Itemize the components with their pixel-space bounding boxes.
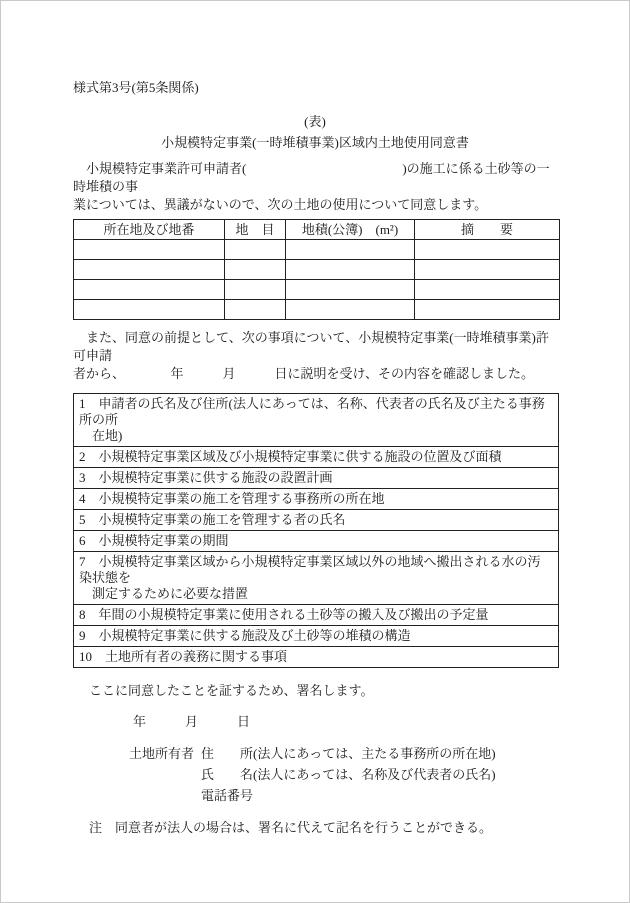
list-item (74, 605, 559, 626)
table-row (74, 240, 560, 260)
confirm-line: また、同意の前提として、次の事項について、小規模特定事業(一時堆積事業)許可申請 (73, 330, 549, 363)
item-line: 測定するために必要な措置 (79, 586, 249, 601)
consent-items-table (73, 393, 559, 668)
owner-name-line: 氏 名(法人にあっては、名称及び代表者の氏名) (201, 767, 496, 782)
form-number: 様式第3号(第5条関係) (73, 80, 199, 95)
table-cell (225, 260, 286, 280)
list-item (74, 510, 559, 531)
item-line: 7 小規模特定事業区域から小規模特定事業区域以外の地域へ搬出される水の汚染状態を (79, 554, 541, 585)
confirm-paragraph (73, 329, 557, 383)
document-title: 小規模特定事業(一時堆積事業)区域内土地使用同意書 (161, 135, 469, 150)
land-table-header-row (74, 220, 560, 240)
item-line: 在地) (79, 428, 123, 443)
table-cell (286, 260, 415, 280)
table-cell (415, 260, 560, 280)
table-cell (74, 280, 225, 300)
intro-line: 業については、異議がないので、次の土地の使用について同意します。 (73, 197, 488, 212)
table-cell (74, 240, 225, 260)
owner-lines (201, 743, 496, 806)
owner-address-line: 住 所(法人にあっては、主たる事務所の所在地) (201, 746, 496, 761)
item-line: 4 小規模特定事業の施工を管理する事務所の所在地 (79, 491, 385, 506)
header-cell-remarks: 摘 要 (415, 220, 560, 240)
header-cell-land-category: 地 目 (225, 220, 286, 240)
table-cell (286, 240, 415, 260)
owner-phone-line: 電話番号 (201, 788, 254, 803)
land-table (73, 219, 560, 320)
table-cell (415, 300, 560, 320)
table-row (74, 280, 560, 300)
land-owner-label: 土地所有者 (129, 746, 195, 761)
table-row (74, 260, 560, 280)
table-cell (225, 280, 286, 300)
item-line: 10 土地所有者の義務に関する事項 (79, 649, 288, 664)
table-cell (286, 280, 415, 300)
item-line: 1 申請者の氏名及び住所(法人にあっては、名称、代表者の氏名及び主たる事務所の所 (79, 396, 545, 427)
list-item (74, 552, 559, 605)
item-line: 6 小規模特定事業の期間 (79, 533, 229, 548)
list-item (74, 394, 559, 447)
intro-paragraph (73, 160, 557, 214)
item-line: 9 小規模特定事業に供する施設及び土砂等の堆積の構造 (79, 628, 411, 643)
table-cell (74, 260, 225, 280)
table-cell (286, 300, 415, 320)
list-item (74, 626, 559, 647)
table-cell (225, 240, 286, 260)
header-cell-area: 地積(公簿) (m²) (286, 220, 415, 240)
table-cell (225, 300, 286, 320)
sheet-label: (表) (304, 114, 326, 129)
header-cell-location: 所在地及び地番 (74, 220, 225, 240)
signature-owner-block (73, 743, 557, 806)
list-item (74, 531, 559, 552)
signature-date-line: 年 月 日 (133, 714, 251, 729)
table-cell (415, 240, 560, 260)
list-item (74, 447, 559, 468)
list-item (74, 468, 559, 489)
list-item (74, 647, 559, 668)
item-line: 8 年間の小規模特定事業に使用される土砂等の搬入及び搬出の予定量 (79, 607, 489, 622)
list-item (74, 489, 559, 510)
note-line: 注 同意者が法人の場合は、署名に代えて記名を行うことができる。 (89, 820, 493, 835)
intro-line: 小規模特定事業許可申請者( )の施工に係る土砂等の一時堆積の事 (73, 161, 550, 194)
confirm-line: 者から、 年 月 日に説明を受け、その内容を確認しました。 (73, 366, 534, 381)
item-line: 3 小規模特定事業に供する施設の設置計画 (79, 470, 333, 485)
signature-statement: ここに同意したことを証するため、署名します。 (89, 683, 374, 698)
table-cell (74, 300, 225, 320)
item-line: 5 小規模特定事業の施工を管理する者の氏名 (79, 512, 346, 527)
item-line: 2 小規模特定事業区域及び小規模特定事業に供する施設の位置及び面積 (79, 449, 502, 464)
table-cell (415, 280, 560, 300)
table-row (74, 300, 560, 320)
